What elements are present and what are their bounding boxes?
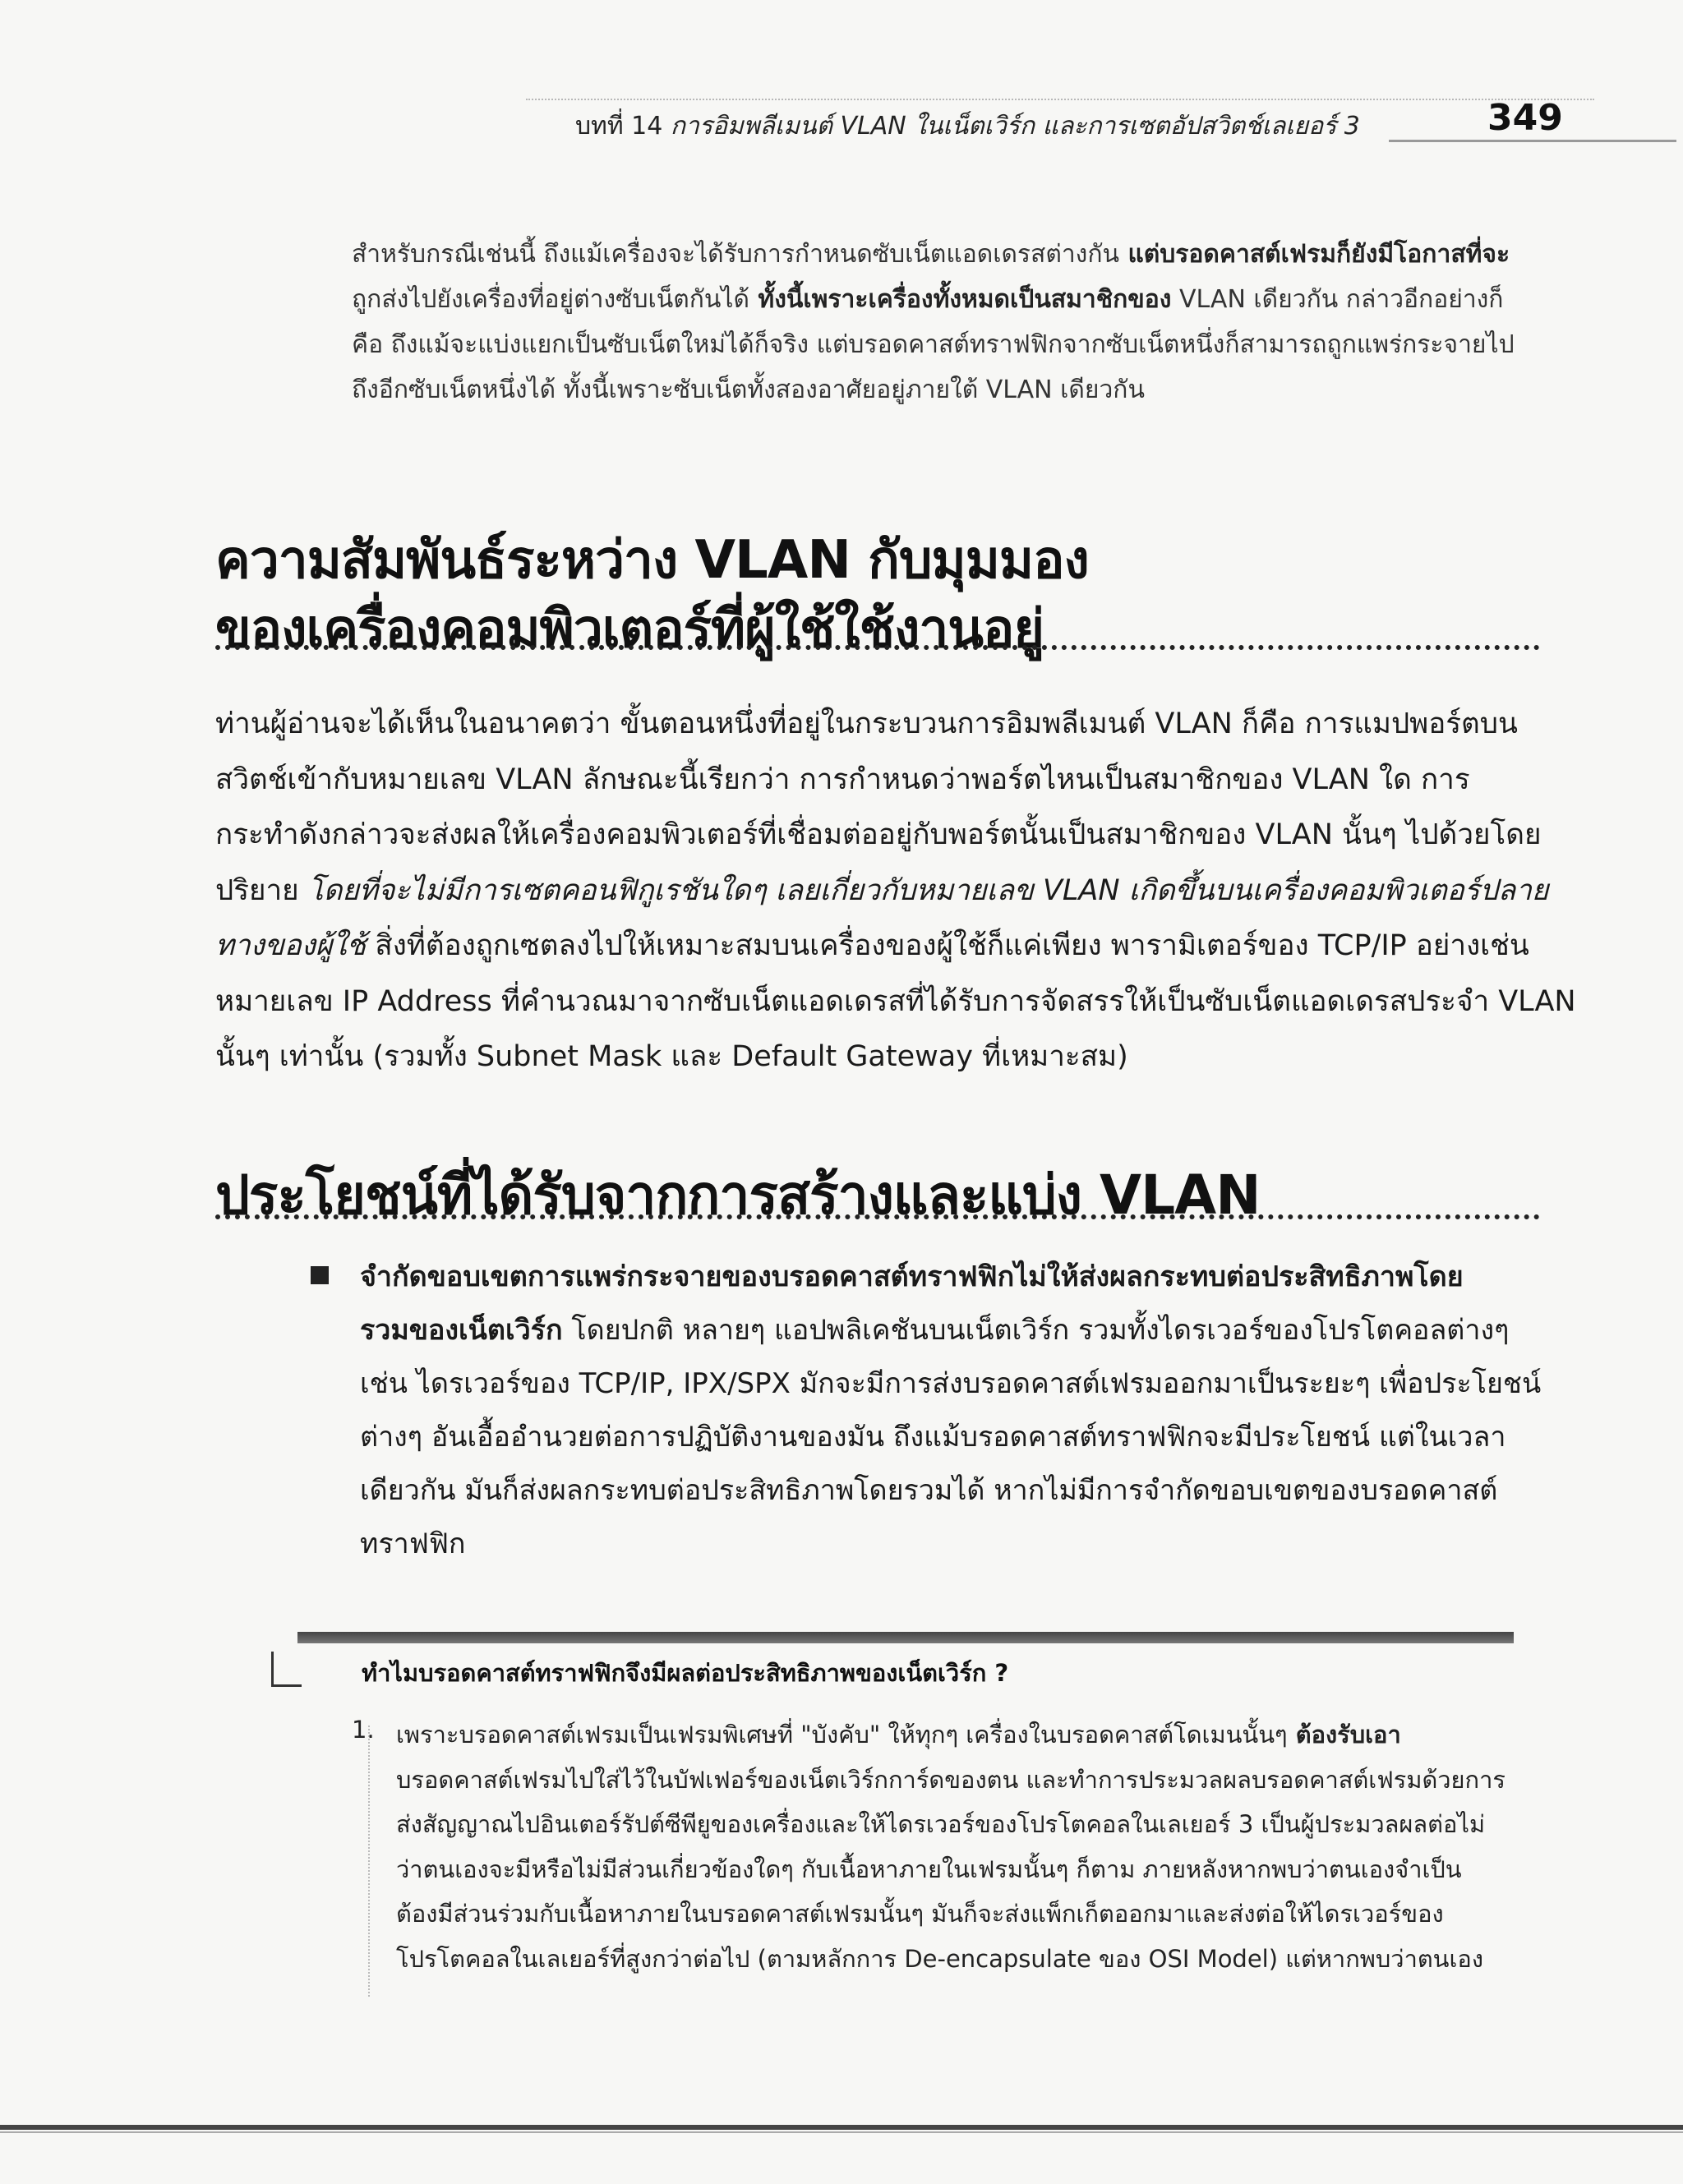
bullet-line: ทราฟฟิก xyxy=(360,1527,466,1560)
running-header xyxy=(0,97,1683,146)
note-line1-plain: เพราะบรอดคาสต์เฟรมเป็นเฟรมพิเศษที่ "บังคับ" ให้ทุกๆ เครื่องในบรอดคาสต์โดเมนนั้นๆ xyxy=(396,1721,1288,1749)
body-line xyxy=(215,919,1540,975)
note-line1-bold: ต้องรับเอา xyxy=(1287,1721,1401,1749)
note-bracket xyxy=(271,1652,302,1687)
note-line xyxy=(396,1712,1514,1758)
intro-line: คือ ถึงแม้จะแบ่งแยกเป็นซับเน็ตใหม่ได้ก็จริง แต่บรอดคาสต์ทราฟฟิกจากซับเน็ตหนึ่งก็สามารถถูกแพร่กระจายไป xyxy=(352,330,1515,359)
footer-rule-thin xyxy=(0,2131,1683,2133)
body-line4-italic: โดยที่จะไม่มีการเซตคอนฟิกูเรชันใดๆ เลยเกี่ยวกับหมายเลข VLAN เกิดขึ้นบนเครื่องคอมพิวเตอร์ปลาย xyxy=(307,873,1549,907)
bullet-line: ต่างๆ อันเอื้ออำนวยต่อการปฏิบัติงานของมัน ถึงแม้บรอดคาสต์ทราฟฟิกจะมีประโยชน์ แต่ในเวลา xyxy=(360,1421,1506,1454)
body-line: นั้นๆ เท่านั้น (รวมทั้ง Subnet Mask และ Default Gateway ที่เหมาะสม) xyxy=(215,1040,1128,1073)
note-line: ว่าตนเองจะมีหรือไม่มีส่วนเกี่ยวข้องใดๆ กับเนื้อหาภายในเฟรมนั้นๆ ก็ตาม ภายหลังหากพบว่าตนเองจำเป็น xyxy=(396,1855,1462,1883)
note-line: บรอดคาสต์เฟรมไปใส่ไว้ในบัฟเฟอร์ของเน็ตเวิร์กการ์ดของตน และทำการประมวลผลบรอดคาสต์เฟรมด้วยการ xyxy=(396,1765,1505,1794)
note-top-bar xyxy=(297,1632,1514,1643)
section1-dotted-rule xyxy=(215,645,1540,650)
bullet-line xyxy=(360,1251,1543,1304)
intro-line2-tail: VLAN เดียวกัน กล่าวอีกอย่างก็ xyxy=(1171,285,1504,314)
bullet-square-icon xyxy=(311,1266,329,1284)
footer-rule xyxy=(0,2125,1683,2130)
bullet-line: เช่น ไดรเวอร์ของ TCP/IP, IPX/SPX มักจะมีการส่งบรอดคาสต์เฟรมออกมาเป็นระยะๆ เพื่อประโยชน์ xyxy=(360,1367,1542,1400)
body-line5-plain: สิ่งที่ต้องถูกเซตลงไปให้เหมาะสมบนเครื่องของผู้ใช้ก็แค่เพียง พารามิเตอร์ของ TCP/IP อย่างเช่น xyxy=(366,929,1529,962)
bullet-line2-plain: โดยปกติ หลายๆ แอปพลิเคชันบนเน็ตเวิร์ก รวมทั้งไดรเวอร์ของโปรโตคอลต่างๆ xyxy=(562,1314,1510,1347)
section2-dotted-rule xyxy=(215,1214,1540,1219)
note-title: ทำไมบรอดคาสต์ทราฟฟิกจึงมีผลต่อประสิทธิภาพของเน็ตเวิร์ก ? xyxy=(362,1659,1009,1687)
body-line4-plain: ปริยาย xyxy=(215,873,308,907)
intro-line xyxy=(352,232,1510,277)
intro-line2-text: ถูกส่งไปยังเครื่องที่อยู่ต่างซับเน็ตกันได้ xyxy=(352,285,749,314)
note-line: โปรโตคอลในเลเยอร์ที่สูงกว่าต่อไป (ตามหลักการ De-encapsulate ของ OSI Model) แต่หากพบว่าตนเอง xyxy=(396,1944,1483,1973)
note-item-number: 1. xyxy=(352,1716,375,1744)
section1-heading-line1: ความสัมพันธ์ระหว่าง VLAN กับมุมมอง xyxy=(215,530,1089,591)
note-line: ส่งสัญญาณไปอินเตอร์รัปต์ซีพียูของเครื่องและให้ไดรเวอร์ของโปรโตคอลในเลเยอร์ 3 เป็นผู้ประมวลผลต่อไม่ xyxy=(396,1810,1486,1838)
note-body xyxy=(396,1712,1514,1981)
body-line: หมายเลข IP Address ที่คำนวณมาจากซับเน็ตแอดเดรสที่ได้รับการจัดสรรให้เป็นซับเน็ตแอดเดรสประจำ VLAN xyxy=(215,984,1576,1018)
note-guide-line xyxy=(368,1726,370,1997)
intro-line1-bold: แต่บรอดคาสต์เฟรมก็ยังมีโอกาสที่จะ xyxy=(1119,240,1510,269)
intro-line xyxy=(352,277,1502,322)
bullet-line2-bold: รวมของเน็ตเวิร์ก xyxy=(360,1314,563,1347)
bullet-line1-bold: จำกัดขอบเขตการแพร่กระจายของบรอดคาสต์ทราฟฟิกไม่ให้ส่งผลกระทบต่อประสิทธิภาพโดย xyxy=(360,1260,1464,1293)
body-line: สวิตช์เข้ากับหมายเลข VLAN ลักษณะนี้เรียกว่า การกำหนดว่าพอร์ตไหนเป็นสมาชิกของ VLAN ใด การ xyxy=(215,763,1470,796)
body-line: ท่านผู้อ่านจะได้เห็นในอนาคตว่า ขั้นตอนหนึ่งที่อยู่ในกระบวนการอิมพลีเมนต์ VLAN ก็คือ การแมปพอร์ตบน xyxy=(215,707,1518,740)
note-line: ต้องมีส่วนร่วมกับเนื้อหาภายในบรอดคาสต์เฟรมนั้นๆ มันก็จะส่งแพ็กเก็ตออกมาและส่งต่อให้ไดรเวอร์ของ xyxy=(396,1900,1444,1928)
section1-heading xyxy=(215,526,1089,664)
section2-heading: ประโยชน์ที่ได้รับจากการสร้างและแบ่ง VLAN xyxy=(215,1163,1261,1227)
intro-paragraph xyxy=(352,232,1515,412)
intro-line: ถึงอีกซับเน็ตหนึ่งได้ ทั้งนี้เพราะซับเน็ตทั้งสองอาศัยอยู่ภายใต้ VLAN เดียวกัน xyxy=(352,376,1145,404)
header-dotted-line xyxy=(526,99,1594,100)
bullet-line: เดียวกัน มันก็ส่งผลกระทบต่อประสิทธิภาพโดยรวมได้ หากไม่มีการจำกัดขอบเขตของบรอดคาสต์ xyxy=(360,1474,1498,1507)
chapter-heading xyxy=(575,107,1360,145)
header-rule xyxy=(1389,140,1676,142)
intro-line2-bold: ทั้งนี้เพราะเครื่องทั้งหมดเป็นสมาชิกของ xyxy=(749,285,1172,314)
intro-line1-text: สำหรับกรณีเช่นนี้ ถึงแม้เครื่องจะได้รับการกำหนดซับเน็ตแอดเดรสต่างกัน xyxy=(352,240,1119,269)
body-line xyxy=(215,864,1549,919)
chapter-label: บทที่ 14 xyxy=(575,112,663,141)
section1-body xyxy=(215,697,1576,1085)
body-line: กระทำดังกล่าวจะส่งผลให้เครื่องคอมพิวเตอร์ที่เชื่อมต่ออยู่กับพอร์ตนั้นเป็นสมาชิกของ VLAN นั้นๆ ไปด้วยโดย xyxy=(215,818,1542,851)
section2-bullet-text xyxy=(360,1251,1543,1571)
bullet-line xyxy=(360,1304,1543,1357)
page-number: 349 xyxy=(1487,97,1563,139)
body-line5-italic: ทางของผู้ใช้ xyxy=(215,929,367,962)
section1-heading-line2: ของเครื่องคอมพิวเตอร์ที่ผู้ใช้ใช้งานอยู่ xyxy=(215,599,1044,660)
chapter-title: การอิมพลีเมนต์ VLAN ในเน็ตเวิร์ก และการเซตอัปสวิตช์เลเยอร์ 3 xyxy=(670,112,1360,141)
